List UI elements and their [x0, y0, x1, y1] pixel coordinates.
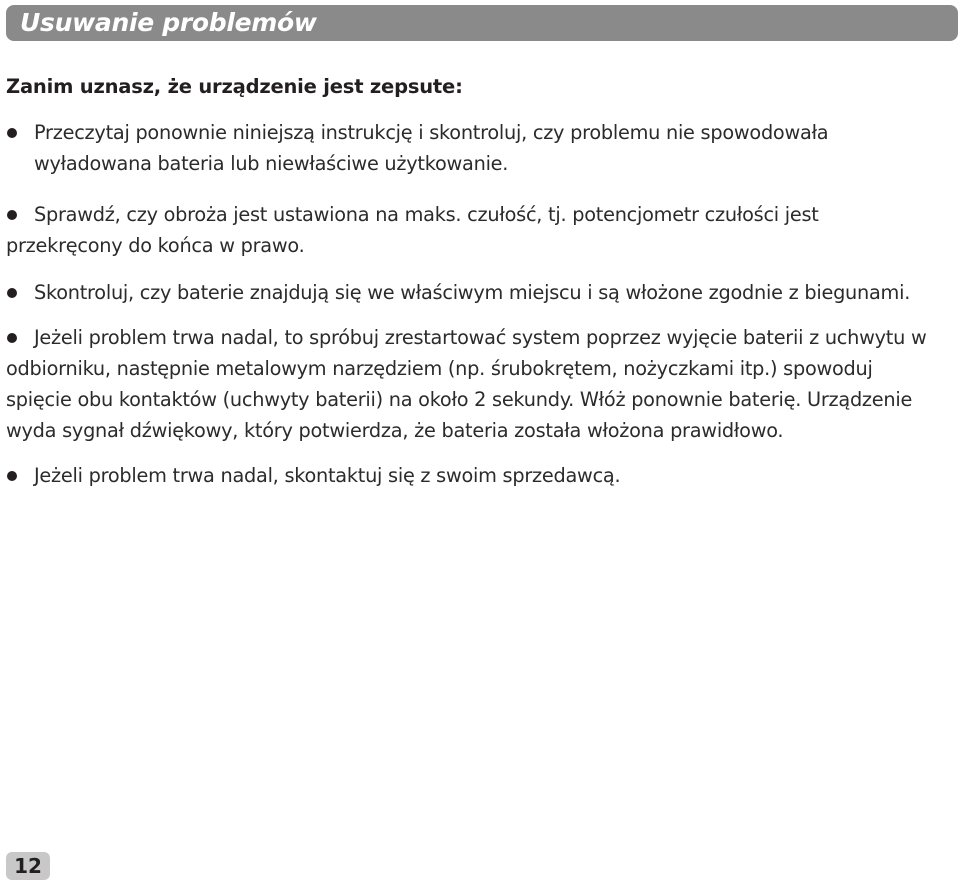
- list-item: [6, 117, 936, 179]
- section-header: [6, 5, 958, 41]
- tip-text: Jeżeli problem trwa nadal, to spróbuj zrestartować system poprzez wyjęcie baterii z uchwytu w odbiorniku, następnie metalowym narzędziem (np. śrubokrętem, nożyczkami itp.) spowoduj spięcie obu kontaktów (uchwyty baterii) na około 2 sekundy. Włóż ponownie baterię. Urządzenie wyda sygnał dźwiękowy, który potwierdza, że bateria została włożona prawidłowo.: [6, 326, 927, 442]
- bullet-icon: [7, 471, 17, 481]
- tip-text: Przeczytaj ponownie niniejszą instrukcję i skontroluj, czy problemu nie spowodowała wyładowana bateria lub niewłaściwe użytkowanie.: [34, 121, 829, 175]
- list-item: [6, 277, 936, 308]
- bullet-icon: [7, 210, 17, 220]
- bullet-icon: [7, 333, 17, 343]
- list-item: [6, 460, 936, 491]
- tip-text: Sprawdź, czy obroża jest ustawiona na maks. czułość, tj. potencjometr czułości jest przekręcony do końca w prawo.: [6, 203, 819, 257]
- tip-text: Jeżeli problem trwa nadal, skontaktuj się z swoim sprzedawcą.: [34, 464, 621, 487]
- tips-list: [6, 117, 936, 491]
- section-title: Usuwanie problemów: [20, 8, 317, 37]
- tip-text: Skontroluj, czy baterie znajdują się we właściwym miejscu i są włożone zgodnie z biegunami.: [34, 281, 911, 304]
- bullet-icon: [7, 128, 17, 138]
- list-item: [6, 199, 936, 261]
- bullet-icon: [7, 288, 17, 298]
- list-item: [6, 322, 936, 446]
- page-number: 12: [6, 852, 50, 880]
- subheading: Zanim uznasz, że urządzenie jest zepsute:: [6, 75, 463, 98]
